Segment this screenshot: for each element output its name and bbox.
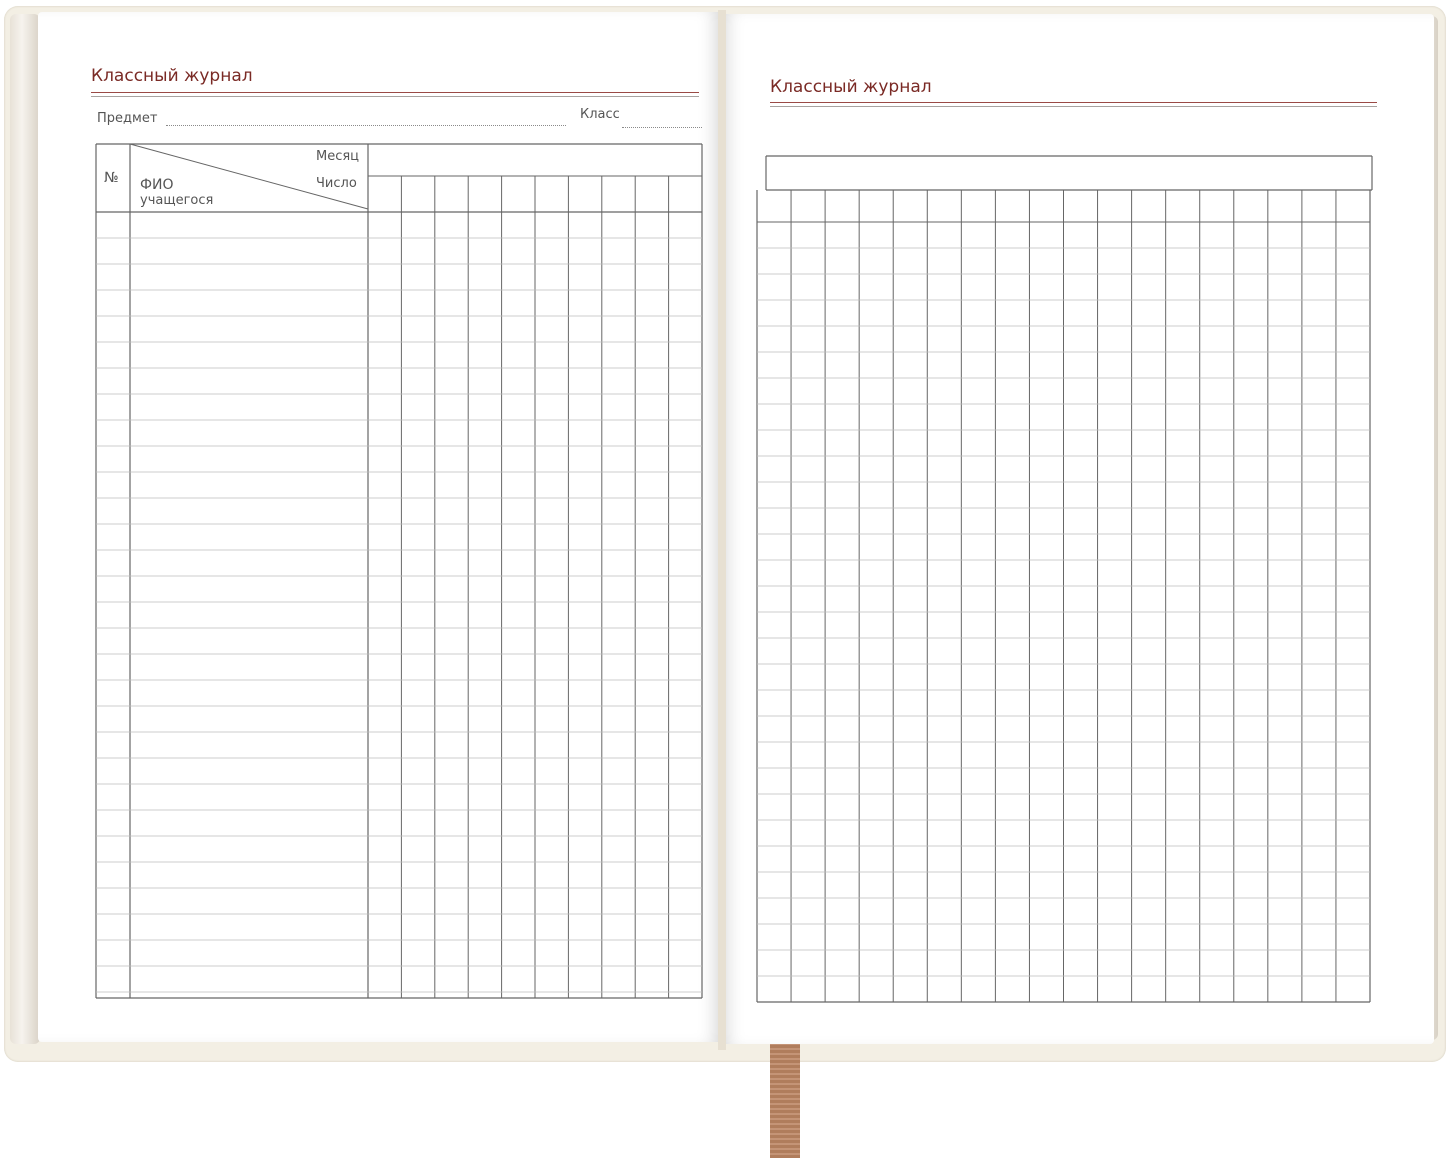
left-page-title: Классный журнал	[91, 66, 253, 86]
class-label: Класс	[580, 107, 620, 122]
month-header: Месяц	[316, 149, 360, 164]
right-page-title: Классный журнал	[770, 77, 932, 97]
number-column-header: №	[104, 170, 119, 186]
subject-label: Предмет	[97, 111, 158, 126]
name-column-header-line2: учащегося	[140, 193, 214, 208]
name-column-header: ФИО	[140, 177, 174, 193]
day-header: Число	[316, 176, 357, 191]
